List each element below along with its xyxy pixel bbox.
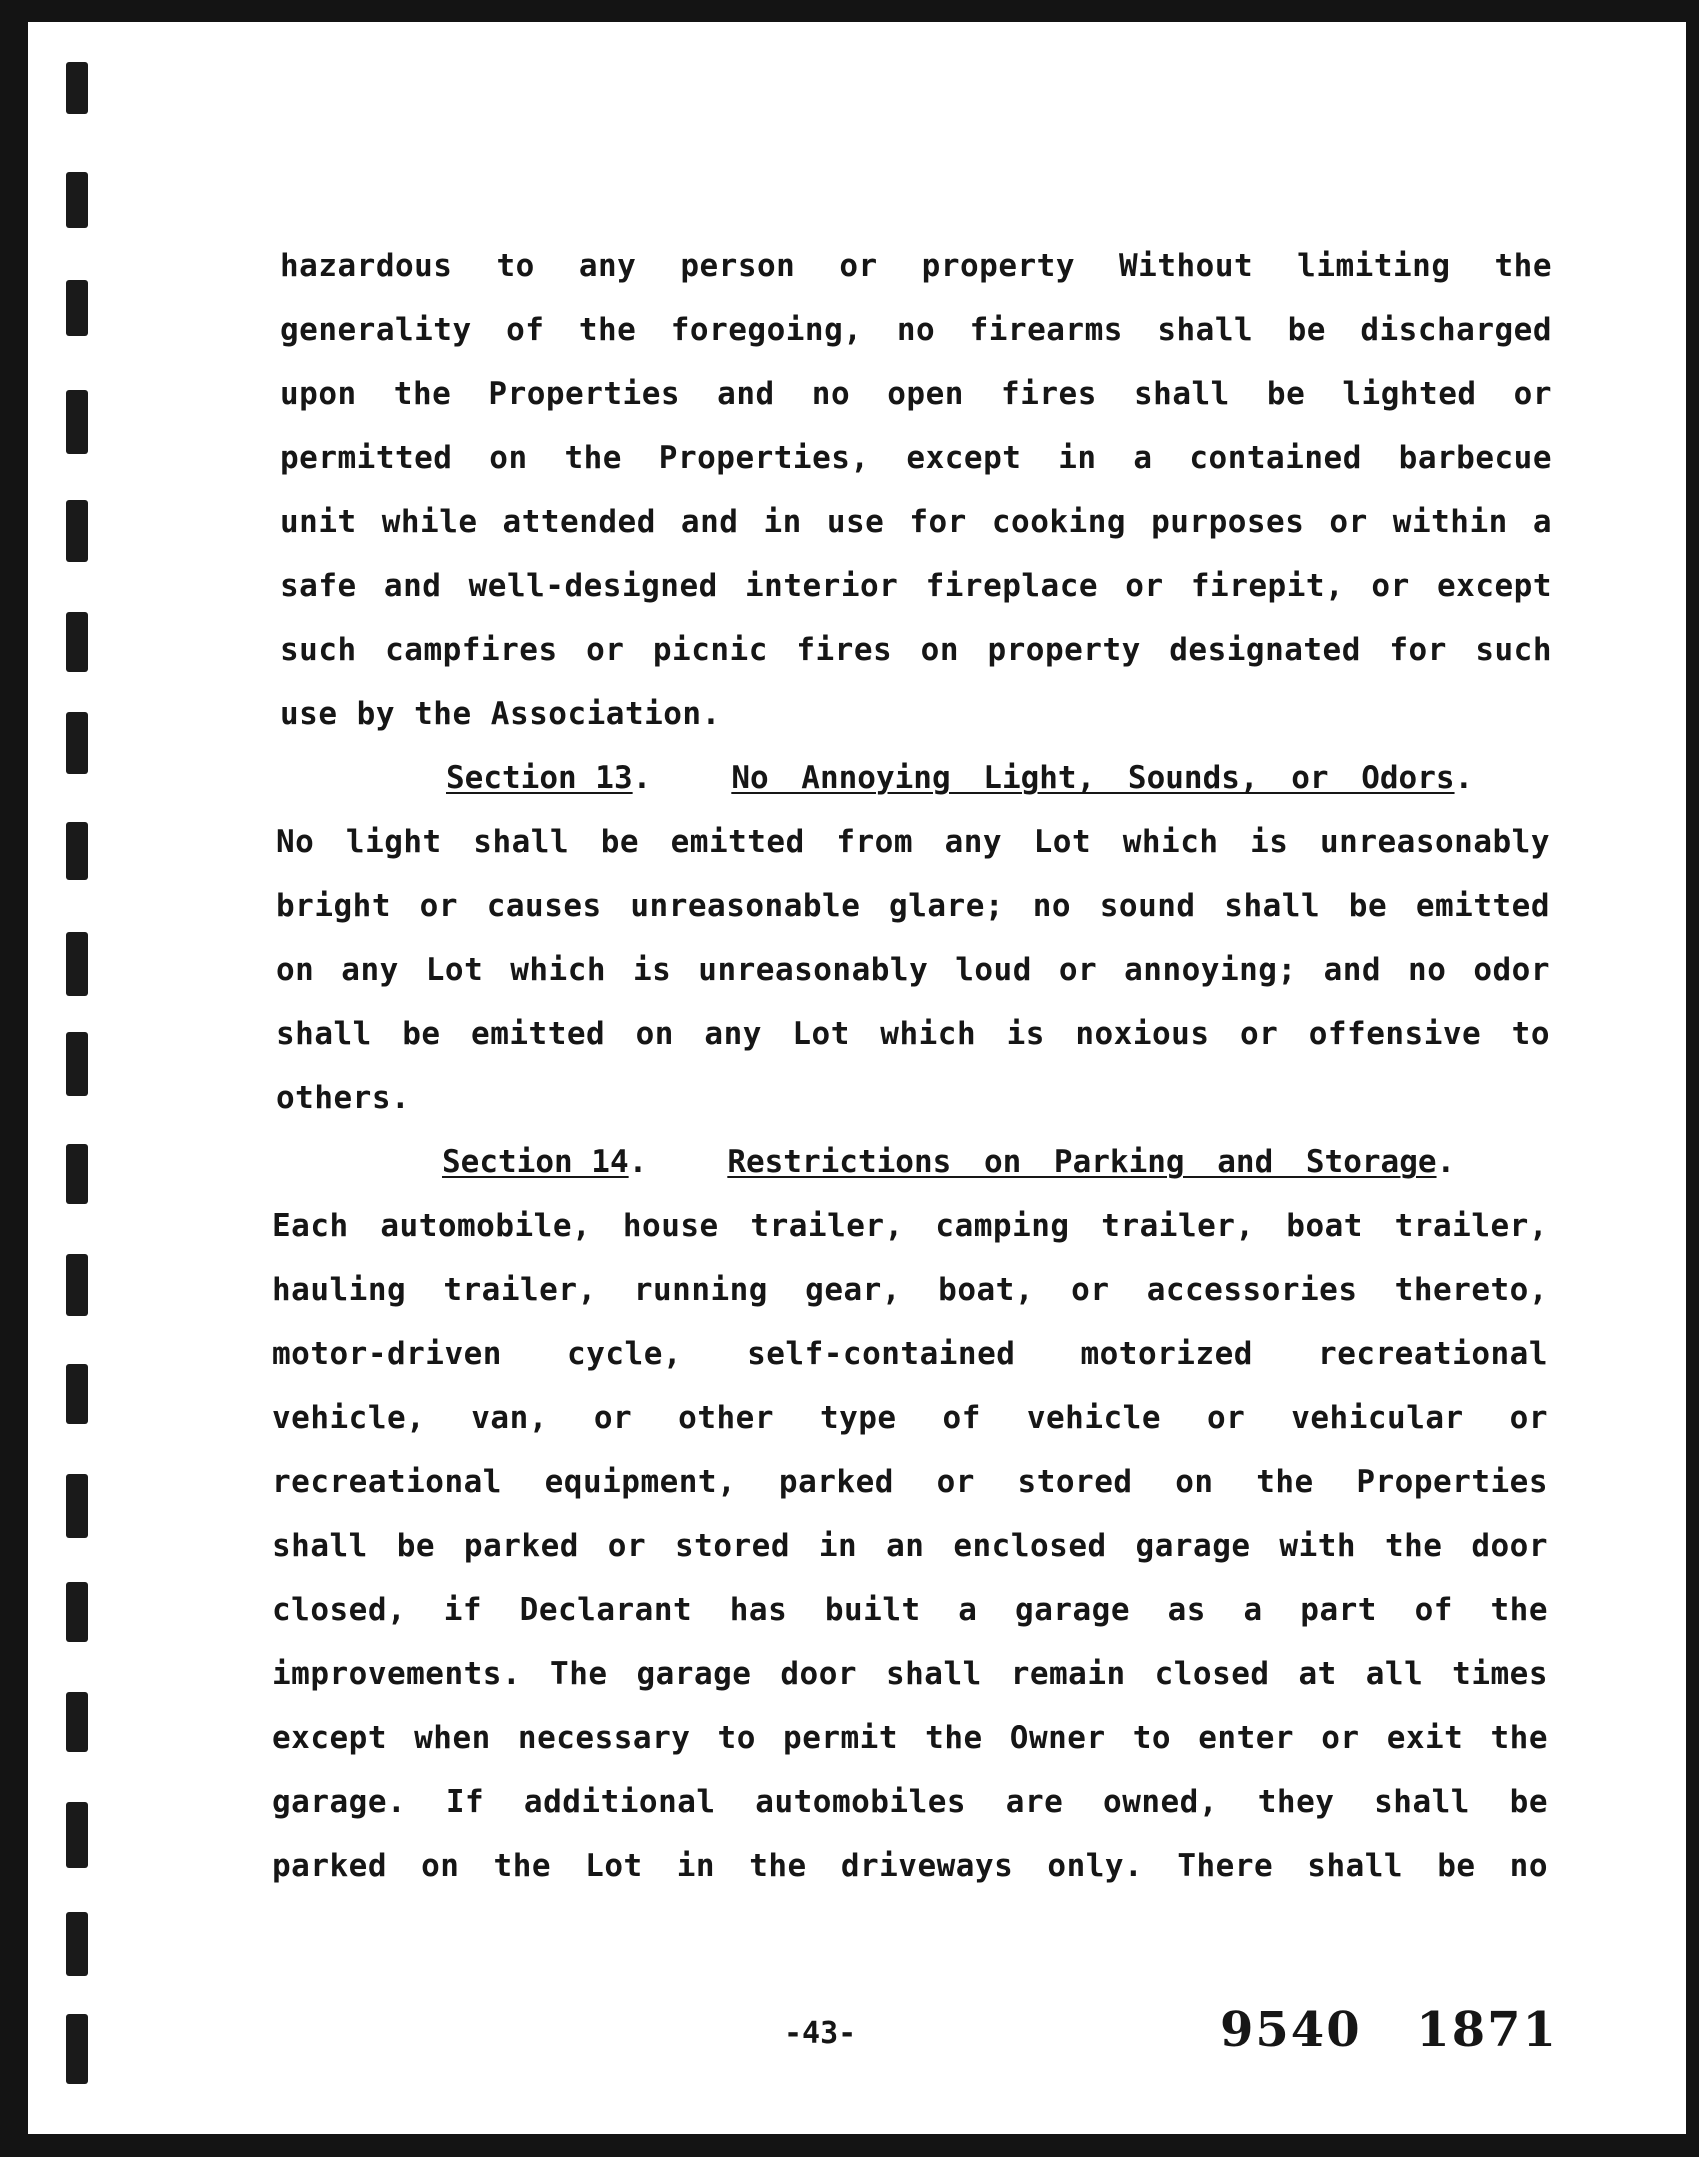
body-line: safe and well-designed interior fireplace or firepit, or except: [280, 568, 1552, 604]
body-line: garage. If additional automobiles are owned, they shall be: [272, 1784, 1548, 1820]
body-line: hauling trailer, running gear, boat, or accessories thereto,: [272, 1272, 1548, 1308]
body-line: vehicle, van, or other type of vehicle or vehicular or: [272, 1400, 1548, 1436]
body-line: No light shall be emitted from any Lot which is unreasonably: [276, 824, 1550, 860]
binder-holes: [66, 22, 96, 2134]
section-14-title: Restrictions on Parking and Storage: [727, 1144, 1437, 1180]
document-number: 9540 1871: [1220, 2002, 1558, 2058]
body-line: unit while attended and in use for cooking purposes or within a: [280, 504, 1552, 540]
body-line: shall be emitted on any Lot which is noxious or offensive to: [276, 1016, 1550, 1052]
body-line: permitted on the Properties, except in a contained barbecue: [280, 440, 1552, 476]
body-line: recreational equipment, parked or stored on the Properties: [272, 1464, 1548, 1500]
body-line: others.: [276, 1080, 411, 1116]
body-line: on any Lot which is unreasonably loud or annoying; and no odor: [276, 952, 1550, 988]
page-number: -43-: [784, 2016, 857, 2051]
body-line: shall be parked or stored in an enclosed garage with the door: [272, 1528, 1548, 1564]
body-line: improvements. The garage door shall remain closed at all times: [272, 1656, 1548, 1692]
body-line: generality of the foregoing, no firearms shall be discharged: [280, 312, 1552, 348]
body-line: except when necessary to permit the Owner to enter or exit the: [272, 1720, 1548, 1756]
section-13-title: No Annoying Light, Sounds, or Odors: [731, 760, 1455, 796]
body-line: Each automobile, house trailer, camping trailer, boat trailer,: [272, 1208, 1548, 1244]
body-line: motor-driven cycle, self-contained motorized recreational: [272, 1336, 1548, 1372]
section-13-number: Section 13: [446, 760, 633, 796]
body-line: use by the Association.: [280, 696, 721, 732]
body-line: parked on the Lot in the driveways only. There shall be no: [272, 1848, 1548, 1884]
section-13-heading: Section 13. No Annoying Light, Sounds, or Odors.: [446, 760, 1474, 796]
body-line: closed, if Declarant has built a garage as a part of the: [272, 1592, 1548, 1628]
body-line: such campfires or picnic fires on property designated for such: [280, 632, 1552, 668]
body-line: upon the Properties and no open fires shall be lighted or: [280, 376, 1552, 412]
body-line: bright or causes unreasonable glare; no sound shall be emitted: [276, 888, 1550, 924]
section-14-heading: Section 14. Restrictions on Parking and Storage.: [442, 1144, 1456, 1180]
body-line: hazardous to any person or property Without limiting the: [280, 248, 1552, 284]
section-14-number: Section 14: [442, 1144, 629, 1180]
document-page: [28, 22, 1686, 2134]
